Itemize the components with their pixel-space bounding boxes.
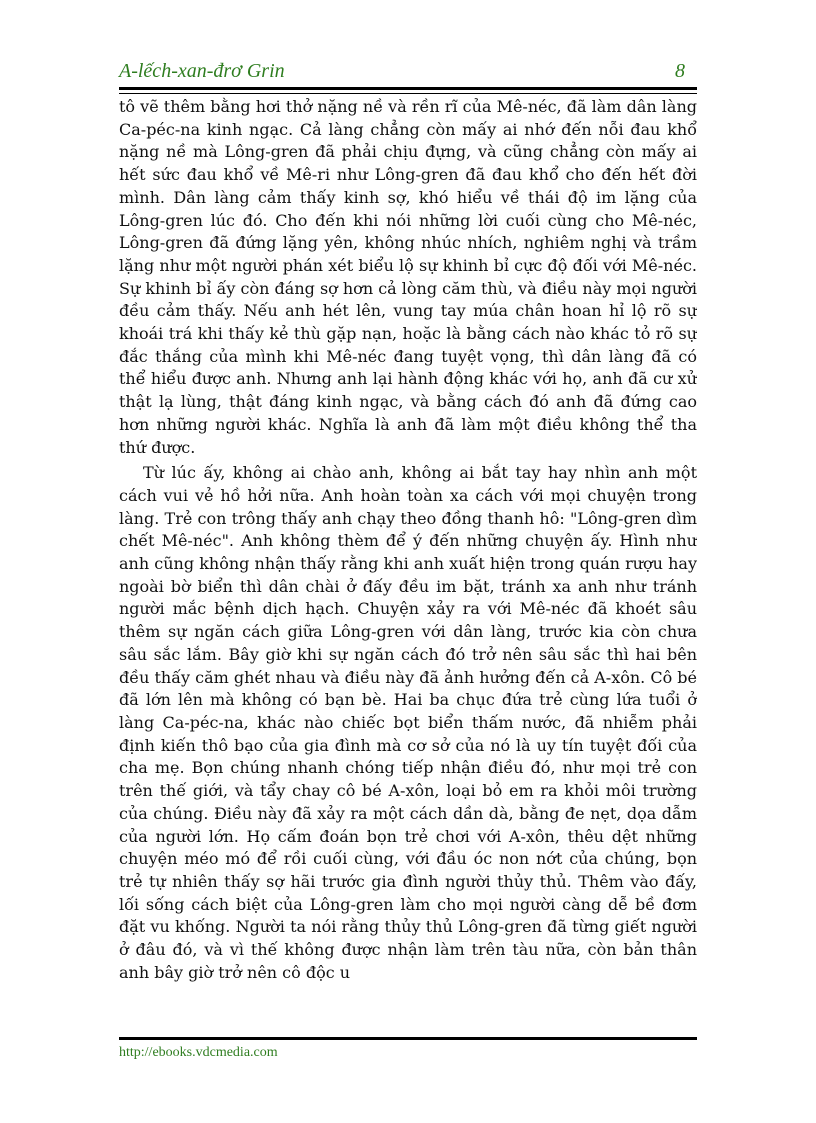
page-header — [119, 58, 697, 88]
book-title: A-lếch-xan-đrơ Grin — [119, 60, 285, 82]
paragraph-1: tô vẽ thêm bằng hơi thở nặng nề và rền rĩ của Mê-néc, đã làm dân làng Ca-péc-na kinh ngạc. Cả làng chẳng còn mấy ai nhớ đến nỗi đau khổ nặng nề mà Lông-gren đã phải chịu đựng, và cũng chẳng còn mấy ai hết sức đau khổ về Mê-ri như Lông-gren đã đau khổ cho đến hết đời mình. Dân làng cảm thấy kinh sợ, khó hiểu về thái độ im lặng của Lông-gren lúc đó. Cho đến khi nói những lời cuối cùng cho Mê-néc, Lông-gren đã đứng lặng yên, không nhúc nhích, nghiêm nghị và trầm lặng như một người phán xét biểu lộ sự khinh bỉ cực độ đối với Mê-néc. Sự khinh bỉ ấy còn đáng sợ hơn cả lòng căm thù, và điều này mọi người đều cảm thấy. Nếu anh hét lên, vung tay múa chân hoan hỉ lộ rõ sự khoái trá khi thấy kẻ thù gặp nạn, hoặc là bằng cách nào khác tỏ rõ sự đắc thắng của mình khi Mê-néc đang tuyệt vọng, thì dân làng đã có thể hiểu được anh. Nhưng anh lại hành động khác với họ, anh đã cư xử thật lạ lùng, thật đáng kinh ngạc, và bằng cách đó anh đã đứng cao hơn những người khác. Nghĩa là anh đã làm một điều không thể tha thứ được. — [119, 97, 697, 457]
header-rule-thick — [119, 87, 697, 90]
footer-url: http://ebooks.vdcmedia.com — [119, 1045, 278, 1060]
paragraph-2: Từ lúc ấy, không ai chào anh, không ai bắt tay hay nhìn anh một cách vui vẻ hồ hởi nữa. Anh hoàn toàn xa cách với mọi chuyện trong làng. Trẻ con trông thấy anh chạy theo đồng thanh hô: "Lông-gren dìm chết Mê-néc". Anh không thèm để ý đến những chuyện ấy. Hình như anh cũng không nhận thấy rằng khi anh xuất hiện trong quán rượu hay ngoài bờ biển thì dân chài ở đấy đều im bặt, tránh xa anh như tránh người mắc bệnh dịch hạch. Chuyện xảy ra với Mê-néc đã khoét sâu thêm sự ngăn cách giữa Lông-gren với dân làng, trước kia còn chưa sâu sắc lắm. Bây giờ khi sự ngăn cách đó trở nên sâu sắc thì hai bên đều thấy căm ghét nhau và điều này đã ảnh hưởng đến cả A-xôn. Cô bé đã lớn lên mà không có bạn bè. Hai ba chục đứa trẻ cùng lứa tuổi ở làng Ca-péc-na, khác nào chiếc bọt biển thấm nước, đã nhiễm phải định kiến thô bạo của gia đình mà cơ sở của nó là uy tín tuyệt đối của cha mẹ. Bọn chúng nhanh chóng tiếp nhận điều đó, như mọi trẻ con trên thế giới, và tẩy chay cô bé A-xôn, loại bỏ em ra khỏi môi trường của chúng. Điều này đã xảy ra một cách dần dà, bằng đe nẹt, dọa dẫm của người lớn. Họ cấm đoán bọn trẻ chơi với A-xôn, thêu dệt những chuyện méo mó để rồi cuối cùng, với đầu óc non nớt của chúng, bọn trẻ tự nhiên thấy sợ hãi trước gia đình người thủy thủ. Thêm vào đấy, lối sống cách biệt của Lông-gren làm cho mọi người càng dễ bề đơm đặt vu khống. Người ta nói rằng thủy thủ Lông-gren đã từng giết người ở đâu đó, và vì thế không được nhận làm trên tàu nữa, còn bản thân anh bây giờ trở nên cô độc u — [119, 463, 697, 982]
footer-rule — [119, 1037, 697, 1040]
page-body — [119, 96, 697, 1026]
header-rule-thin — [119, 93, 697, 94]
page-number: 8 — [675, 60, 685, 82]
